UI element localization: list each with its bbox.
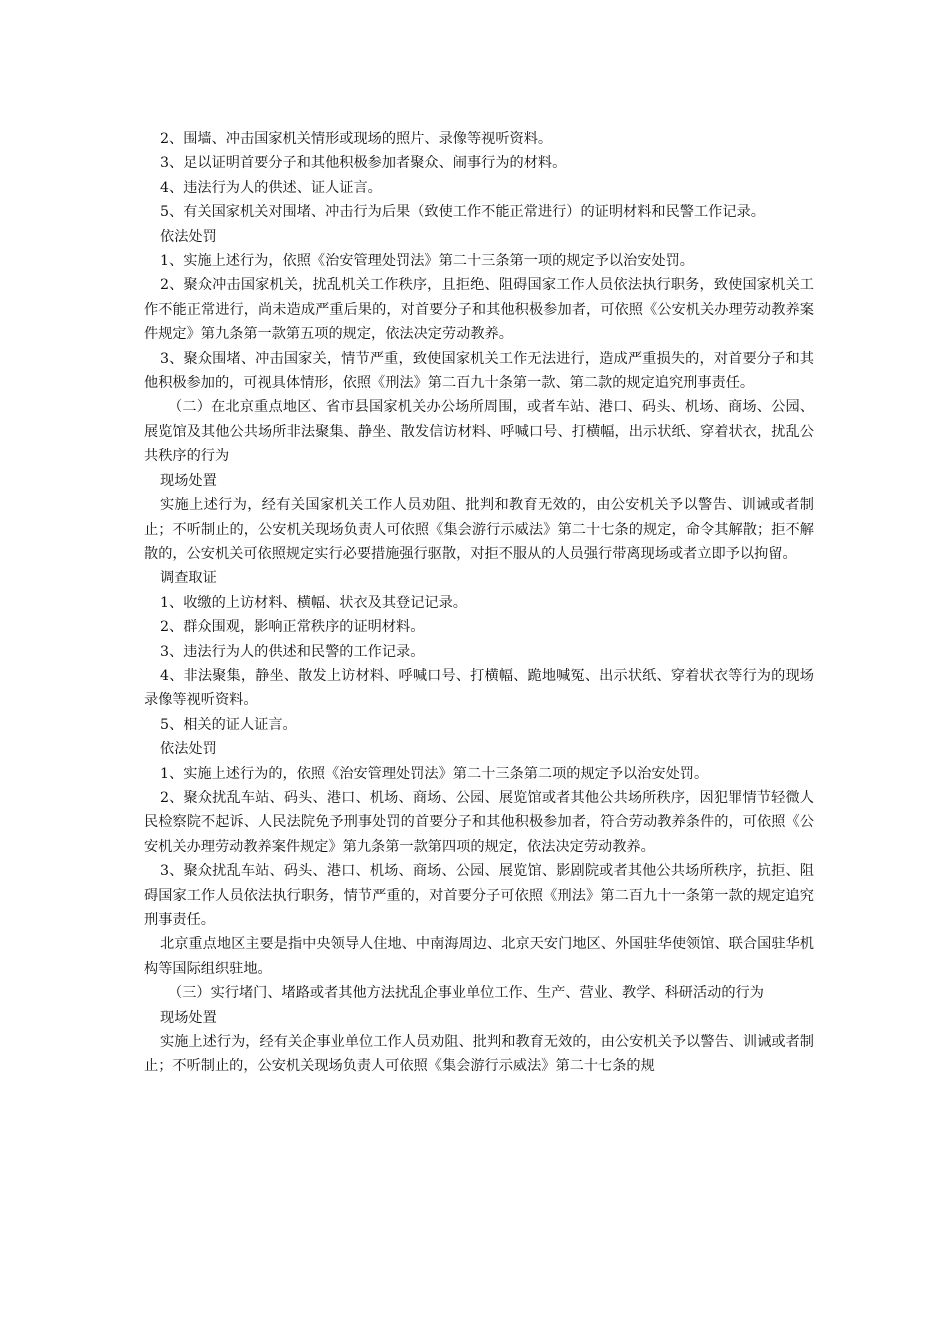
evidence-item-5: 5、有关国家机关对围堵、冲击行为后果（致使工作不能正常进行）的证明材料和民警工作记录。 (160, 204, 765, 221)
penalty2-item-1: 1、实施上述行为的，依照《治安管理处罚法》第二十三条第二项的规定予以治安处罚。 (160, 765, 709, 782)
beijing-note: 北京重点地区主要是指中央领导人住地、中南海周边、北京天安门地区、外国驻华使领馆、联合国驻华机构等国际组织驻地。 (144, 936, 814, 977)
evidence-item-3: 3、足以证明首要分子和其他积极参加者聚众、闹事行为的材料。 (160, 155, 567, 172)
onsite-paragraph-2: 实施上述行为，经有关企事业单位工作人员劝阻、批判和教育无效的，由公安机关予以警告、训诫或者制止；不听制止的，公安机关现场负责人可依照《集会游行示威法》第二十七条的规 (144, 1034, 814, 1075)
subheading-penalty-2: 依法处罚 (160, 741, 217, 758)
subheading-onsite-2: 现场处置 (160, 1009, 217, 1026)
evidence-item-4: 4、违法行为人的供述、证人证言。 (160, 179, 382, 196)
subheading-investigation: 调查取证 (160, 570, 217, 587)
investigation-item-5: 5、相关的证人证言。 (160, 716, 297, 733)
investigation-item-1: 1、收缴的上访材料、横幅、状衣及其登记记录。 (160, 594, 467, 611)
penalty-item-1: 1、实施上述行为，依照《治安管理处罚法》第二十三条第一项的规定予以治安处罚。 (160, 253, 694, 270)
subheading-onsite: 现场处置 (160, 472, 217, 489)
evidence-item-2: 2、围墙、冲击国家机关情形或现场的照片、录像等视听资料。 (160, 131, 553, 147)
section-heading-2: （二）在北京重点地区、省市县国家机关办公场所周围，或者车站、港口、码头、机场、商场、公园、展览馆及其他公共场所非法聚集、静坐、散发信访材料、呼喊口号、打横幅，出示状纸、穿着状衣，扰乱公共秩序的行为 (144, 399, 814, 465)
investigation-item-2: 2、群众围观，影响正常秩序的证明材料。 (160, 619, 425, 636)
investigation-item-4: 4、非法聚集，静坐、散发上访材料、呼喊口号、打横幅、跪地喊冤、出示状纸、穿着状衣等行为的现场录像等视听资料。 (144, 667, 814, 709)
penalty2-item-2: 2、聚众扰乱车站、码头、港口、机场、商场、公园、展览馆或者其他公共场所秩序，因犯罪情节轻微人民检察院不起诉、人民法院免予刑事处罚的首要分子和其他积极参加者，符合劳动教养条件的，可依照《公安机关办理劳动教养案件规定》第九条第一款第四项的规定，依法决定劳动教养。 (144, 789, 814, 855)
penalty2-item-3: 3、聚众扰乱车站、码头、港口、机场、商场、公园、展览馆、影剧院或者其他公共场所秩序，抗拒、阻碍国家工作人员依法执行职务，情节严重的，对首要分子可依照《刑法》第二百九十一条第一款的规定追究刑事责任。 (144, 863, 814, 928)
document-page (144, 127, 814, 1079)
onsite-paragraph: 实施上述行为，经有关国家机关工作人员劝阻、批判和教育无效的，由公安机关予以警告、训诫或者制止；不听制止的，公安机关现场负责人可依照《集会游行示威法》第二十七条的规定，命令其解散；拒不解散的，公安机关可依照规定实行必要措施强行驱散，对拒不服从的人员强行带离现场或者立即予以拘留。 (144, 497, 814, 562)
penalty-item-2: 2、聚众冲击国家机关，扰乱机关工作秩序，且拒绝、阻碍国家工作人员依法执行职务，致使国家机关工作不能正常进行，尚未造成严重后果的，对首要分子和其他积极参加者，可依照《公安机关办理劳动教养案件规定》第九条第一款第五项的规定，依法决定劳动教养。 (144, 277, 814, 343)
section-heading-3: （三）实行堵门、堵路或者其他方法扰乱企事业单位工作、生产、营业、教学、科研活动的行为 (168, 985, 764, 1002)
investigation-item-3: 3、违法行为人的供述和民警的工作记录。 (160, 643, 425, 660)
penalty-item-3: 3、聚众围堵、冲击国家关，情节严重，致使国家机关工作无法进行，造成严重损失的，对首要分子和其他积极参加的，可视具体情形，依照《刑法》第二百九十条第一款、第二款的规定追究刑事责任。 (144, 350, 814, 392)
subheading-penalty: 依法处罚 (160, 228, 217, 245)
